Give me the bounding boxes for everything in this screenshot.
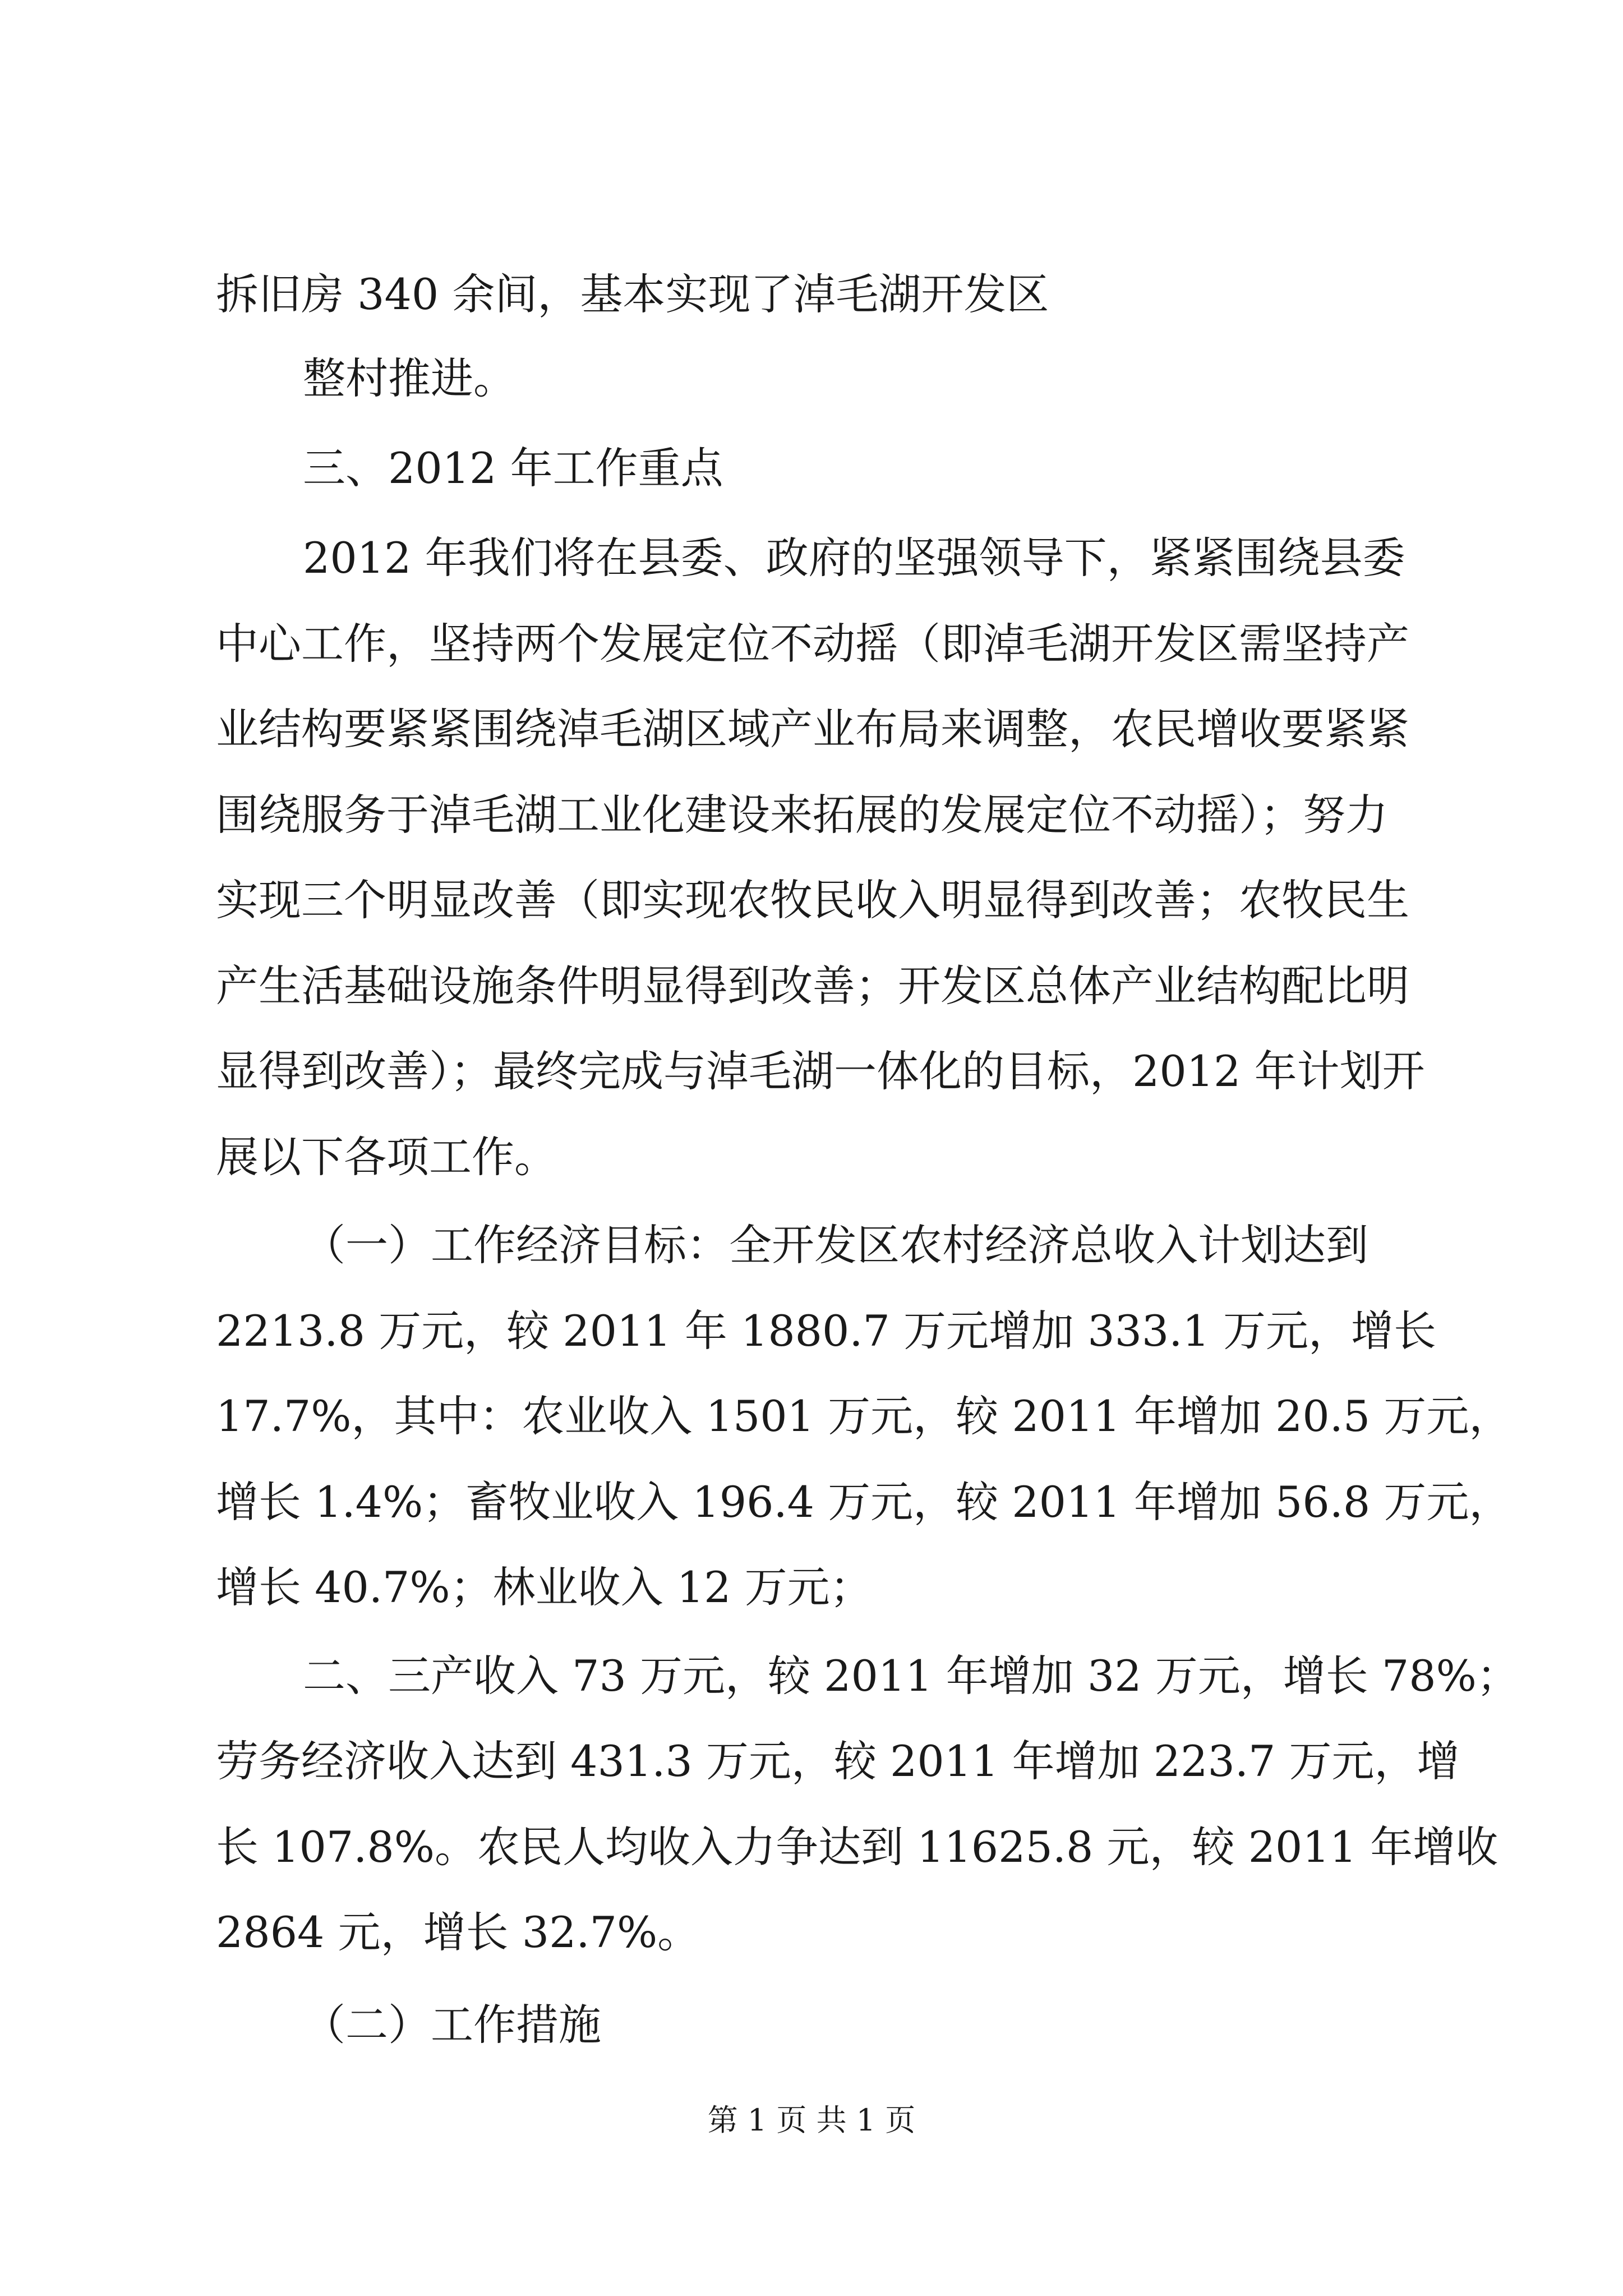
- paragraph-line: 2012 年我们将在县委、政府的坚强领导下，紧紧围绕县委: [303, 533, 1405, 583]
- paragraph-line: 展以下各项工作。: [216, 1132, 557, 1182]
- paragraph-line: 劳务经济收入达到 431.3 万元，较 2011 年增加 223.7 万元，增: [216, 1736, 1460, 1786]
- paragraph-line: 增长 1.4%；畜牧业收入 196.4 万元，较 2011 年增加 56.8 万元，: [216, 1477, 1512, 1527]
- text-line: 整村推进。: [303, 353, 516, 403]
- text-line: 拆旧房 340 余间，基本实现了淖毛湖开发区: [216, 269, 1049, 319]
- paragraph-line: 业结构要紧紧围绕淖毛湖区域产业布局来调整，农民增收要紧紧: [216, 704, 1409, 754]
- paragraph-line: 17.7%，其中：农业收入 1501 万元，较 2011 年增加 20.5 万元，: [216, 1391, 1512, 1441]
- paragraph-line: 2213.8 万元，较 2011 年 1880.7 万元增加 333.1 万元，增长: [216, 1306, 1436, 1356]
- section-heading: 三、2012 年工作重点: [303, 443, 723, 493]
- paragraph-line: 增长 40.7%；林业收入 12 万元；: [216, 1562, 873, 1612]
- page-footer: 第 1 页 共 1 页: [707, 2102, 916, 2138]
- paragraph-line: （一）工作经济目标：全开发区农村经济总收入计划达到: [303, 1220, 1368, 1270]
- paragraph-line: 产生活基础设施条件明显得到改善；开发区总体产业结构配比明: [216, 961, 1409, 1011]
- paragraph-line: 实现三个明显改善（即实现农牧民收入明显得到改善；农牧民生: [216, 875, 1409, 925]
- paragraph-line: 中心工作，坚持两个发展定位不动摇（即淖毛湖开发区需坚持产: [216, 619, 1409, 669]
- section-heading: （二）工作措施: [303, 2000, 601, 2050]
- paragraph-line: 围绕服务于淖毛湖工业化建设来拓展的发展定位不动摇）；努力: [216, 790, 1388, 840]
- paragraph-line: 显得到改善）；最终完成与淖毛湖一体化的目标，2012 年计划开: [216, 1046, 1425, 1096]
- paragraph-line: 长 107.8%。农民人均收入力争达到 11625.8 元，较 2011 年增收: [216, 1822, 1498, 1872]
- paragraph-line: 二、三产收入 73 万元，较 2011 年增加 32 万元，增长 78%；: [303, 1651, 1519, 1701]
- paragraph-line: 2864 元，增长 32.7%。: [216, 1907, 700, 1957]
